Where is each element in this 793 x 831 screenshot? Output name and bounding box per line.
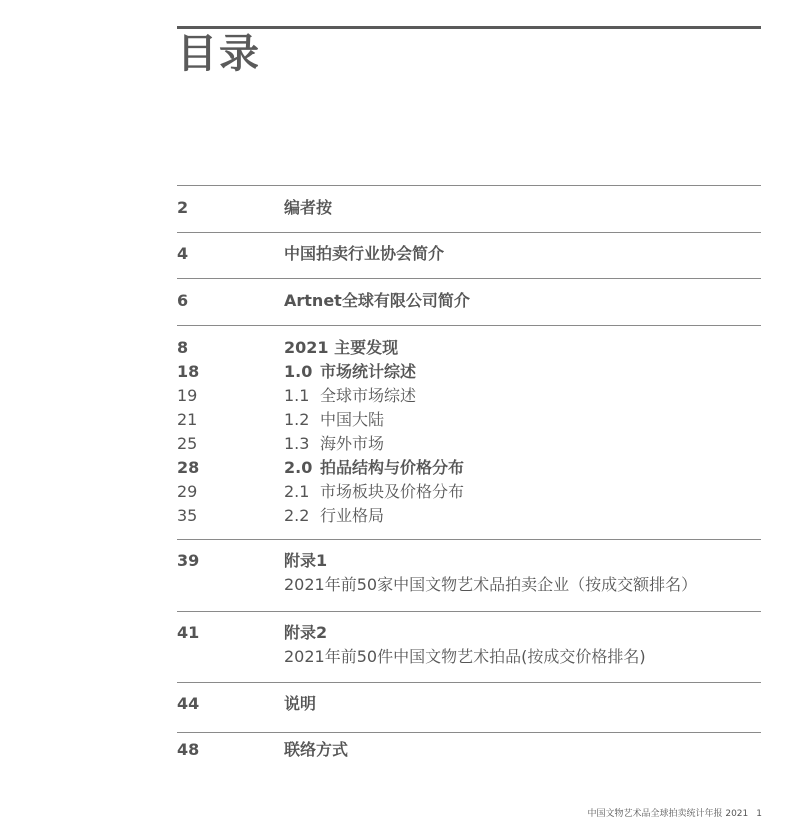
footer-text: 中国文物艺术品全球拍卖统计年报 2021 xyxy=(587,809,749,819)
section-number: 1.0 xyxy=(284,362,313,381)
toc-entry-link[interactable]: 2.0 拍品结构与价格分布 xyxy=(284,456,464,480)
toc-page-number: 28 xyxy=(177,458,200,477)
toc-section-association xyxy=(177,232,761,278)
toc-page-number: 48 xyxy=(177,740,200,759)
section-number: 2.0 xyxy=(284,458,313,477)
toc-page-number: 18 xyxy=(177,362,200,381)
toc-entry-subtitle: 2021年前50件中国文物艺术拍品(按成交价格排名) xyxy=(284,647,646,666)
toc-page-number: 4 xyxy=(177,244,189,263)
toc-entry-link[interactable]: 2.2 行业格局 xyxy=(284,504,384,528)
toc-row xyxy=(177,384,761,408)
toc-page-number: 44 xyxy=(177,694,200,713)
toc-page-number: 21 xyxy=(177,410,198,429)
top-rule xyxy=(177,26,761,29)
section-number: 1.1 xyxy=(284,386,310,405)
toc-entry-link[interactable]: 2.1 市场板块及价格分布 xyxy=(284,480,464,504)
toc-entry-link[interactable]: 1.0 市场统计综述 xyxy=(284,360,416,384)
page-footer xyxy=(587,806,762,819)
toc-section-notes xyxy=(177,682,761,732)
toc-row xyxy=(177,480,761,504)
toc-entry-link[interactable]: 编者按 xyxy=(284,198,333,217)
table-of-contents xyxy=(177,185,761,772)
section-number: 1.2 xyxy=(284,410,310,429)
toc-row xyxy=(177,336,761,360)
toc-section-appendix-1 xyxy=(177,539,761,611)
toc-section-editor-note xyxy=(177,185,761,232)
toc-section-artnet xyxy=(177,278,761,325)
toc-row xyxy=(177,408,761,432)
footer-page-number: 1 xyxy=(756,809,762,819)
toc-page-number: 19 xyxy=(177,386,198,405)
toc-row xyxy=(177,360,761,384)
toc-page-number: 8 xyxy=(177,338,189,357)
toc-entry-link[interactable]: 2021 主要发现 xyxy=(284,338,399,357)
toc-entry-link[interactable]: 1.2 中国大陆 xyxy=(284,408,384,432)
section-number: 2.2 xyxy=(284,506,310,525)
toc-entry-link[interactable]: 说明 xyxy=(284,694,317,713)
toc-entry-link[interactable]: Artnet全球有限公司简介 xyxy=(284,291,470,310)
toc-entry-link[interactable]: 附录1 xyxy=(284,551,328,570)
toc-entry-link[interactable]: 附录2 xyxy=(284,623,328,642)
toc-row xyxy=(177,504,761,528)
toc-page-number: 35 xyxy=(177,506,198,525)
toc-section-chapters xyxy=(177,325,761,539)
toc-page-number: 2 xyxy=(177,198,189,217)
toc-page-number: 6 xyxy=(177,291,189,310)
section-number: 1.3 xyxy=(284,434,310,453)
toc-entry-link[interactable]: 联络方式 xyxy=(284,740,349,759)
toc-page-number: 29 xyxy=(177,482,198,501)
toc-page-number: 25 xyxy=(177,434,198,453)
toc-row xyxy=(177,432,761,456)
toc-page-number: 41 xyxy=(177,623,200,642)
section-number: 2.1 xyxy=(284,482,310,501)
toc-entry-subtitle: 2021年前50家中国文物艺术品拍卖企业（按成交额排名） xyxy=(284,575,698,594)
page-title: 目录 xyxy=(177,31,261,77)
toc-section-contact xyxy=(177,732,761,772)
toc-entry-link[interactable]: 1.3 海外市场 xyxy=(284,432,384,456)
toc-entry-link[interactable]: 中国拍卖行业协会简介 xyxy=(284,244,445,263)
toc-entry-link[interactable]: 1.1 全球市场综述 xyxy=(284,384,416,408)
toc-row xyxy=(177,456,761,480)
toc-page-number: 39 xyxy=(177,551,200,570)
toc-section-appendix-2 xyxy=(177,611,761,682)
